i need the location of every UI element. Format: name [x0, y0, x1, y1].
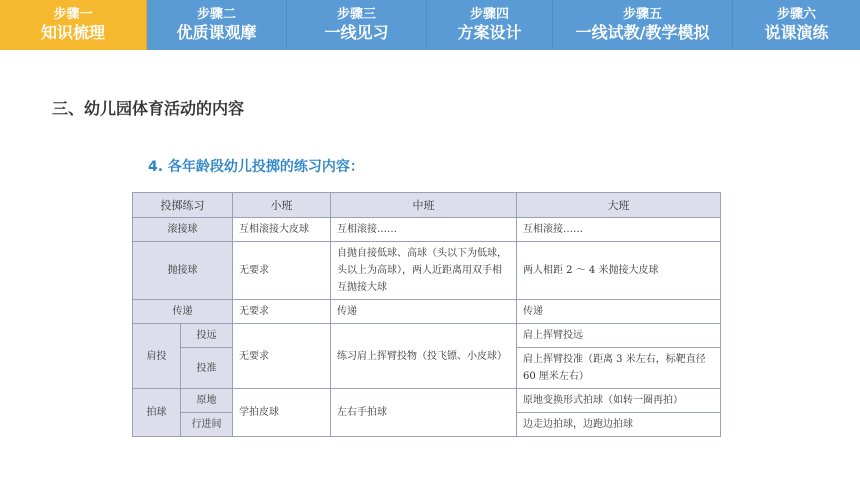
sub-label: 行进间	[181, 413, 233, 437]
header-small-class: 小班	[233, 193, 331, 218]
header-practice: 投掷练习	[133, 193, 233, 218]
step-title: 说课演练	[764, 23, 829, 42]
cell-large: 肩上挥臂投远	[517, 324, 721, 348]
step-number: 步骤一	[53, 7, 93, 22]
cell-large: 边走边拍球，边跑边拍球	[517, 413, 721, 437]
sub-label: 投远	[181, 324, 233, 348]
step-title: 一线见习	[324, 23, 389, 42]
cell-small: 互相滚接大皮球	[233, 218, 331, 242]
cell-large: 两人相距 2 ～ 4 米抛接大皮球	[517, 242, 721, 300]
row-label: 抛接球	[133, 242, 233, 300]
step-number: 步骤五	[622, 7, 662, 22]
step-tab-2[interactable]	[147, 0, 287, 50]
row-label: 传递	[133, 300, 233, 324]
sub-label: 投准	[181, 348, 233, 389]
step-tab-5[interactable]	[553, 0, 733, 50]
step-title: 优质课观摩	[176, 23, 257, 42]
section-title: 三、幼儿园体育活动的内容	[52, 99, 245, 118]
table-row-toss	[133, 242, 721, 300]
throwing-practice-table	[132, 192, 721, 437]
step-tab-1[interactable]	[0, 0, 147, 50]
step-tab-6[interactable]	[733, 0, 860, 50]
cell-small: 无要求	[233, 324, 331, 389]
header-middle-class: 中班	[331, 193, 517, 218]
step-tab-4[interactable]	[427, 0, 553, 50]
cell-middle: 练习肩上挥臂投物（投飞镖、小皮球）	[331, 324, 517, 389]
step-number: 步骤六	[776, 7, 816, 22]
cell-middle: 左右手拍球	[331, 389, 517, 437]
sub-label: 原地	[181, 389, 233, 413]
header-large-class: 大班	[517, 193, 721, 218]
cell-large: 传递	[517, 300, 721, 324]
table-row-shoulder-far	[133, 324, 721, 348]
row-label: 肩投	[133, 324, 181, 389]
cell-middle: 自抛自接低球、高球（头以下为低球，头以上为高球），两人近距离用双手相互抛接大球	[331, 242, 517, 300]
step-number: 步骤三	[336, 7, 376, 22]
cell-middle: 传递	[331, 300, 517, 324]
cell-small: 无要求	[233, 242, 331, 300]
row-label: 滚接球	[133, 218, 233, 242]
cell-large: 互相滚接……	[517, 218, 721, 242]
cell-middle: 互相滚接……	[331, 218, 517, 242]
step-number: 步骤二	[196, 7, 236, 22]
cell-large: 原地变换形式拍球（如转一圈再拍）	[517, 389, 721, 413]
cell-small: 无要求	[233, 300, 331, 324]
step-title: 一线试教/教学模拟	[575, 23, 710, 42]
table-row-roll	[133, 218, 721, 242]
table-row-pass	[133, 300, 721, 324]
step-title: 知识梳理	[40, 23, 105, 42]
step-number: 步骤四	[469, 7, 509, 22]
step-title: 方案设计	[457, 23, 522, 42]
cell-large: 肩上挥臂投准（距离 3 米左右，标靶直径 60 厘米左右）	[517, 348, 721, 389]
subtitle: 4. 各年龄段幼儿投掷的练习内容：	[148, 159, 364, 175]
cell-small: 学拍皮球	[233, 389, 331, 437]
table-header-row	[133, 193, 721, 218]
table-row-bounce-still	[133, 389, 721, 413]
step-tab-3[interactable]	[287, 0, 427, 50]
step-navigation	[0, 0, 860, 50]
row-label: 拍球	[133, 389, 181, 437]
